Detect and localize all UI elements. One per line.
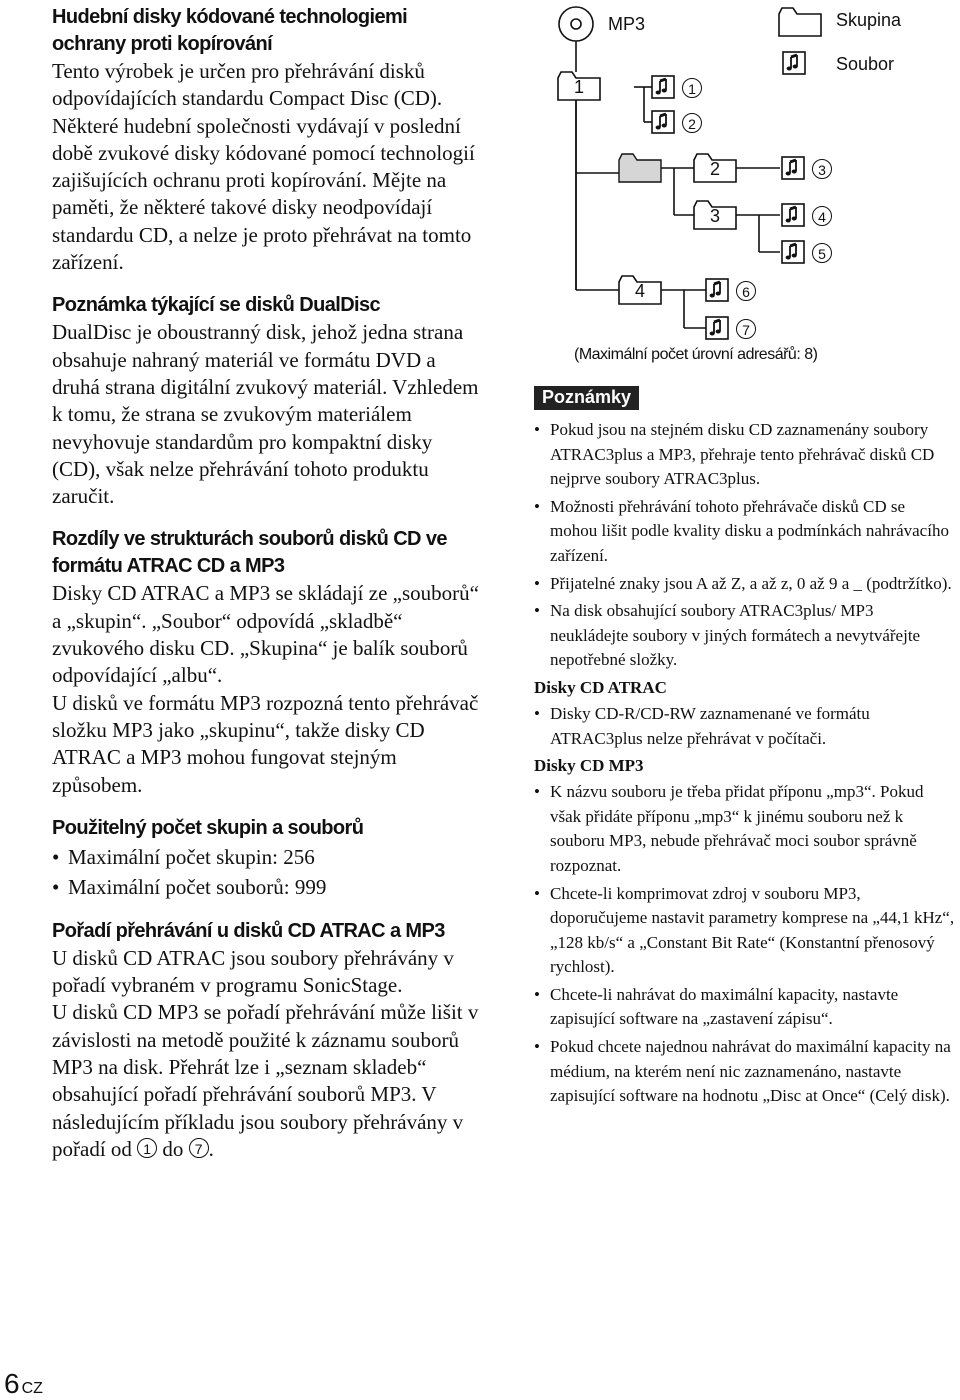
legend-group-label: Skupina — [836, 10, 902, 30]
para-structures-2: U disků ve formátu MP3 rozpozná tento přehrávač složku MP3 jako „skupinu“, takže disky CD ATRAC a MP3 mohou fungovat stejným způsobem. — [52, 690, 479, 797]
para-play-order-2 — [52, 999, 482, 1163]
page-footer — [4, 1368, 43, 1400]
music-file-icon — [782, 157, 804, 179]
notes-mp3-list — [534, 780, 956, 1109]
list-item: • Přijatelné znaky jsou A až Z, a až z, 0 až 9 a _ (podtržítko). — [534, 572, 956, 597]
left-column — [52, 4, 482, 1179]
section-play-order — [52, 918, 482, 1163]
folder-label-1: 1 — [574, 77, 585, 97]
list-item: • Pokud chcete najednou nahrávat do maximální kapacity na médium, na kterém není nic zaznamenáno, nastavte zapisující software na hodnotu „Disc at Once“ (Celý disk). — [534, 1035, 956, 1109]
section-dualdisc — [52, 292, 482, 510]
root-label: MP3 — [608, 14, 646, 34]
mp3-subheading: Disky CD MP3 — [534, 756, 644, 776]
music-file-icon — [652, 111, 674, 133]
play-order-text: U disků CD MP3 se pořadí přehrávání může lišit v závislosti na metodě použité k záznamu souborů MP3 na disk. Přehrát lze i „seznam skladeb“ obsahující pořadí přehrávání souborů MP3. V následujícím příkladu jsou soubory přehrávány v pořadí od — [52, 1000, 479, 1161]
section-copy-protection — [52, 4, 482, 276]
circled-number-icon: 5 — [812, 243, 832, 263]
section-counts — [52, 815, 482, 902]
music-file-icon — [706, 279, 728, 301]
play-order-do: do — [162, 1136, 184, 1161]
circled-number-icon: 7 — [189, 1138, 209, 1158]
heading-dualdisc: Poznámka týkající se disků DualDisc — [52, 294, 381, 317]
para-structures-1: Disky CD ATRAC a MP3 se skládají ze „souborů“ a „skupin“. „Soubor“ odpovídá „skladbě“ zvukového disku CD. „Skupina“ je balík souborů odpovídající „albu“. — [52, 581, 479, 688]
list-item: • Maximální počet skupin: 256 — [52, 842, 482, 872]
folder-tree-diagram — [534, 0, 956, 380]
legend-file-label: Soubor — [836, 54, 895, 74]
circled-number-icon: 4 — [812, 206, 832, 226]
para-copy-protection: Tento výrobek je určen pro přehrávání disků odpovídajících standardu Compact Disc (CD). Některé hudební společnosti vydávají v poslední době zvukové disky kódované pomocí technologií zajišujících ochranu proti kopírování. Mějte na paměti, že některé takové disky neodpovídají standardu CD, a nelze je proto přehrávat na tomto zařízení. — [52, 59, 475, 275]
heading-structures: Rozdíly ve strukturách souborů disků CD ve formátu ATRAC CD a MP3 — [52, 528, 447, 578]
page-number: 6 — [4, 1368, 20, 1399]
music-file-icon — [652, 76, 674, 98]
folder-icon — [619, 154, 661, 182]
diagram-caption: (Maximální počet úrovní adresářů: 8) — [574, 346, 818, 363]
music-file-icon — [782, 204, 804, 226]
list-item: • Na disk obsahující soubory ATRAC3plus/ MP3 neukládejte soubory v jiných formátech a nevytvářejte nepotřebné složky. — [534, 599, 956, 673]
list-item: • Chcete-li komprimovat zdroj v souboru MP3, doporučujeme nastavit parametry komprese na „44,1 kHz“, „128 kb/s“ a „Constant Bit Rate“ (Konstantní přenosový rychlost). — [534, 882, 956, 980]
music-file-icon — [782, 241, 804, 263]
notes-general-list — [534, 418, 956, 673]
circled-number-icon: 2 — [682, 113, 702, 133]
music-file-icon — [783, 52, 805, 74]
list-item: • Maximální počet souborů: 999 — [52, 872, 482, 902]
list-item: • Chcete-li nahrávat do maximální kapacity, nastavte zapisující software na „zastavení zápisu“. — [534, 983, 956, 1032]
circled-number-icon: 6 — [736, 281, 756, 301]
section-structures — [52, 526, 482, 798]
notes-badge: Poznámky — [534, 386, 639, 410]
folder-label-2: 2 — [710, 159, 721, 179]
language-code: CZ — [21, 1380, 43, 1397]
list-item: • K názvu souboru je třeba přidat příponu „mp3“. Pokud však přidáte příponu „mp3“ k jinému souboru než k souboru MP3, nebude přehrávač moci soubor správně rozpoznat. — [534, 780, 956, 878]
counts-list — [52, 842, 482, 902]
folder-icon — [779, 8, 821, 36]
heading-play-order: Pořadí přehrávání u disků CD ATRAC a MP3 — [52, 919, 445, 942]
music-file-icon — [706, 317, 728, 339]
para-dualdisc: DualDisc je oboustranný disk, jehož jedna strana obsahuje nahraný materiál ve formátu DVD a druhá strana digitální zvukový materiál. Vzhledem k tomu, že strana se zvukovým materiálem nevyhovuje standardům pro kompaktní disky (CD), však nelze přehrávání tohoto produktu zaručit. — [52, 320, 479, 509]
list-item: • Disky CD-R/CD-RW zaznamenané ve formátu ATRAC3plus nelze přehrávat v počítači. — [534, 702, 956, 751]
circled-number-icon: 3 — [812, 159, 832, 179]
list-item: • Možnosti přehrávání tohoto přehrávače disků CD se mohou lišit podle kvality disku a podmínkách nahrávacího zařízení. — [534, 495, 956, 569]
right-column — [534, 0, 956, 1112]
notes-section — [534, 380, 956, 1109]
play-order-end: . — [208, 1136, 214, 1161]
heading-copy-protection: Hudební disky kódované technologiemi ochrany proti kopírování — [52, 6, 408, 55]
heading-counts: Použitelný počet skupin a souborů — [52, 816, 364, 839]
circled-number-icon: 1 — [682, 78, 702, 98]
folder-label-3: 3 — [710, 206, 721, 226]
circled-number-icon: 1 — [137, 1138, 157, 1158]
folder-label-4: 4 — [635, 281, 646, 301]
circled-number-icon: 7 — [736, 319, 756, 339]
para-play-order-1: U disků CD ATRAC jsou soubory přehrávány v pořadí vybraném v programu SonicStage. — [52, 945, 454, 998]
list-item: • Pokud jsou na stejném disku CD zaznamenány soubory ATRAC3plus a MP3, přehraje tento přehrávač disků CD nejprve soubory ATRAC3plus. — [534, 418, 956, 492]
notes-atrac-list — [534, 702, 956, 751]
atrac-subheading: Disky CD ATRAC — [534, 677, 667, 697]
